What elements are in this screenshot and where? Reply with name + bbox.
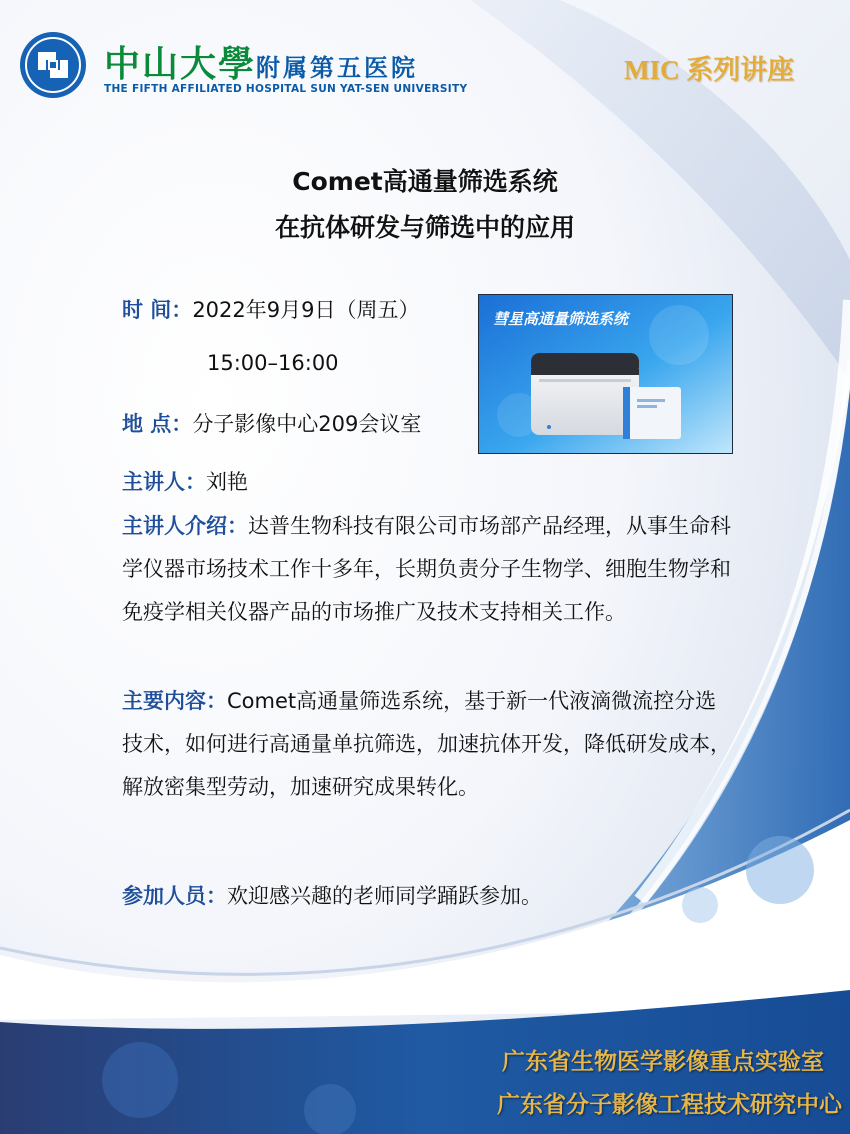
time-label: 时 间： — [122, 298, 193, 322]
poster-title-line1: Comet高通量筛选系统 — [292, 167, 558, 196]
time-value: 2022年9月9日（周五） — [192, 298, 420, 322]
product-image — [478, 294, 733, 454]
poster-title-line2: 在抗体研发与筛选中的应用 — [274, 213, 575, 242]
speaker-label: 主讲人： — [122, 470, 206, 494]
footer-lab-name: 广东省生物医学影像重点实验室 — [502, 1049, 824, 1075]
hospital-subtitle: 附属第五医院 — [256, 54, 418, 82]
time-value-hours: 15:00–16:00 — [207, 351, 339, 375]
place-label: 地 点： — [122, 412, 193, 436]
content-label: 主要内容： — [122, 689, 227, 713]
hospital-logo — [18, 30, 88, 100]
main-content — [122, 680, 734, 809]
attend-value: 欢迎感兴趣的老师同学踊跃参加。 — [227, 884, 542, 908]
hospital-name-en: THE FIFTH AFFILIATED HOSPITAL SUN YAT-SEN UNIVERSITY — [104, 83, 468, 95]
hospital-name-cn: 中山大學 — [104, 43, 257, 85]
place-value: 分子影像中心209会议室 — [192, 412, 422, 436]
place-row — [122, 408, 421, 438]
lecture-series-title: MIC 系列讲座 — [624, 55, 795, 85]
attendees-row — [122, 880, 542, 910]
speaker-value: 刘艳 — [206, 470, 248, 494]
time-row — [122, 294, 419, 324]
intro-label: 主讲人介绍： — [122, 514, 248, 538]
footer-center-name: 广东省分子影像工程技术研究中心 — [497, 1092, 842, 1118]
speaker-row — [122, 466, 248, 496]
intro-value: 达普生物科技有限公司市场部产品经理，从事生命科学仪器市场技术工作十多年，长期负责分子生物学、细胞生物学和免疫学相关仪器产品的市场推广及技术支持相关工作。 — [122, 514, 731, 624]
product-banner-text: 彗星高通量筛选系统 — [493, 310, 629, 328]
content-value: Comet高通量筛选系统，基于新一代液滴微流控分选技术，如何进行高通量单抗筛选，加速抗体开发，降低研发成本，解放密集型劳动，加速研究成果转化。 — [122, 689, 731, 799]
speaker-intro — [122, 505, 734, 634]
attend-label: 参加人员： — [122, 884, 227, 908]
